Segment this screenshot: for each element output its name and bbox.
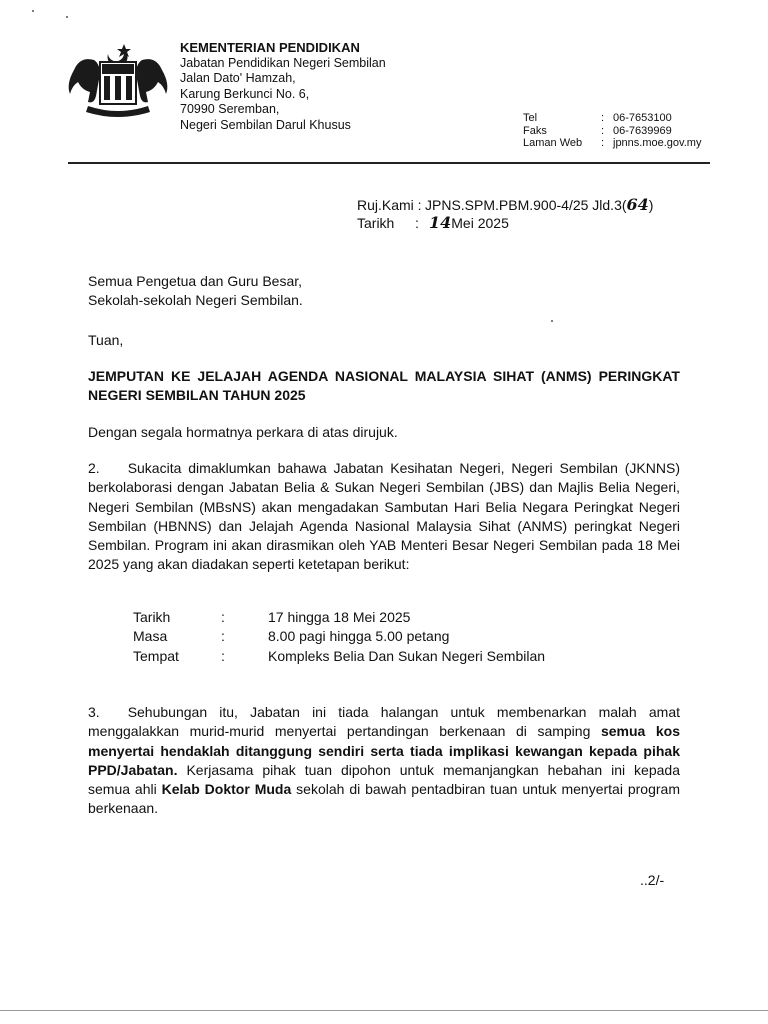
detail-value: 8.00 pagi hingga 5.00 petang (268, 628, 450, 645)
detail-separator: : (221, 609, 225, 625)
scan-speck (32, 10, 34, 12)
paragraph-text: Sukacita dimaklumkan bahawa Jabatan Kesihatan Negeri, Negeri Sembilan (JKNNS) berkolaborasi dengan Jabatan Belia & Sukan Negeri Sembilan (JBS) dan Majlis Belia Negeri, Negeri Sembilan (MBsNS) akan mengadakan Sambutan Hari Belia Negara Peringkat Negeri Sembilan (HBNNS) dan Jelajah Agenda Nasional Malaysia Sihat (ANMS) peringkat Negeri Sembilan. Program ini akan dirasmikan oleh YAB Menteri Besar Negeri Sembilan pada 18 Mei 2025 yang akan diadakan seperti ketetapan berikut: (88, 460, 680, 573)
paragraph-3 (88, 703, 680, 819)
detail-row (133, 647, 545, 666)
contact-separator: : (601, 137, 605, 149)
letterhead-address (180, 40, 386, 134)
contact-value: 06-7639969 (613, 124, 672, 137)
reference-row (357, 196, 653, 214)
detail-row (133, 627, 545, 646)
date-label: Tarikh (357, 215, 395, 231)
recipient-block (88, 272, 680, 311)
address-line: 70990 Seremban, (180, 102, 280, 117)
reference-value: JPNS.SPM.PBM.900-4/25 Jld.3( (425, 197, 627, 213)
handwritten-number: 64 (626, 195, 649, 214)
scan-edge-line (0, 1010, 768, 1011)
paragraph-text: Sehubungan itu, Jabatan ini tiada halangan untuk membenarkan malah amat menggalakkan murid-murid menyertai pertandingan berkenaan di samping (88, 704, 680, 740)
detail-row (133, 608, 545, 627)
reference-block (357, 196, 653, 232)
coat-of-arms-logo (66, 40, 170, 118)
paragraph-text: sekolah di bawah pentadbiran tuan untuk menyertai program berkenaan. (88, 781, 680, 817)
date-separator: : (415, 215, 419, 231)
ministry-name: KEMENTERIAN PENDIDIKAN (180, 40, 360, 55)
detail-value: Kompleks Belia Dan Sukan Negeri Sembilan (268, 647, 546, 664)
date-value: Mei 2025 (451, 215, 509, 231)
date-row (357, 214, 653, 232)
scan-speck (551, 320, 553, 322)
address-line: Jalan Dato' Hamzah, (180, 71, 296, 86)
contact-separator: : (601, 124, 605, 137)
salutation: Tuan, (88, 332, 124, 348)
handwritten-day: 14 (429, 213, 452, 232)
reference-label: Ruj.Kami : (357, 197, 422, 213)
recipient-line: Sekolah-sekolah Negeri Sembilan. (88, 292, 303, 309)
paragraph-text: Kerjasama pihak tuan dipohon untuk memanjangkan hebahan ini kepada semua ahli (88, 761, 680, 798)
address-line: Karung Berkunci No. 6, (180, 86, 310, 101)
detail-separator: : (221, 628, 225, 645)
contact-row-fax (523, 125, 701, 138)
paragraph-bold-text: semua kos menyertai hendaklah ditanggung sendiri serta tiada implikasi kewangan kepada pihak PPD/Jabatan. (88, 723, 680, 778)
contact-separator: : (601, 112, 605, 124)
contact-row-web (523, 137, 701, 150)
recipient-line: Semua Pengetua dan Guru Besar, (88, 273, 303, 289)
contact-block (523, 112, 701, 150)
detail-label: Tempat (133, 647, 179, 664)
contact-label: Laman Web (523, 137, 583, 149)
paragraph-number: 3. (88, 704, 100, 720)
header-divider (68, 162, 710, 164)
contact-value: 06-7653100 (613, 112, 672, 124)
letter-title: JEMPUTAN KE JELAJAH AGENDA NASIONAL MALAYSIA SIHAT (ANMS) PERINGKAT NEGERI SEMBILAN TAHUN 2025 (88, 368, 680, 404)
detail-value: 17 hingga 18 Mei 2025 (268, 609, 411, 625)
page-continuation-marker: ..2/- (640, 872, 665, 888)
address-line: Negeri Sembilan Darul Khusus (180, 117, 351, 132)
detail-separator: : (221, 647, 225, 664)
contact-label: Tel (523, 112, 538, 124)
event-details (133, 608, 545, 666)
address-line: Jabatan Pendidikan Negeri Sembilan (180, 55, 386, 70)
opening-line: Dengan segala hormatnya perkara di atas dirujuk. (88, 424, 398, 440)
contact-label: Faks (523, 124, 547, 137)
contact-value: jpnns.moe.gov.my (613, 137, 702, 149)
reference-close: ) (648, 197, 654, 213)
detail-label: Tarikh (133, 609, 171, 625)
paragraph-number: 2. (88, 460, 100, 476)
contact-row-tel (523, 112, 701, 125)
scan-speck (66, 16, 68, 18)
club-name: Kelab Doktor Muda (161, 781, 292, 798)
detail-label: Masa (133, 628, 168, 645)
paragraph-2 (88, 459, 680, 575)
